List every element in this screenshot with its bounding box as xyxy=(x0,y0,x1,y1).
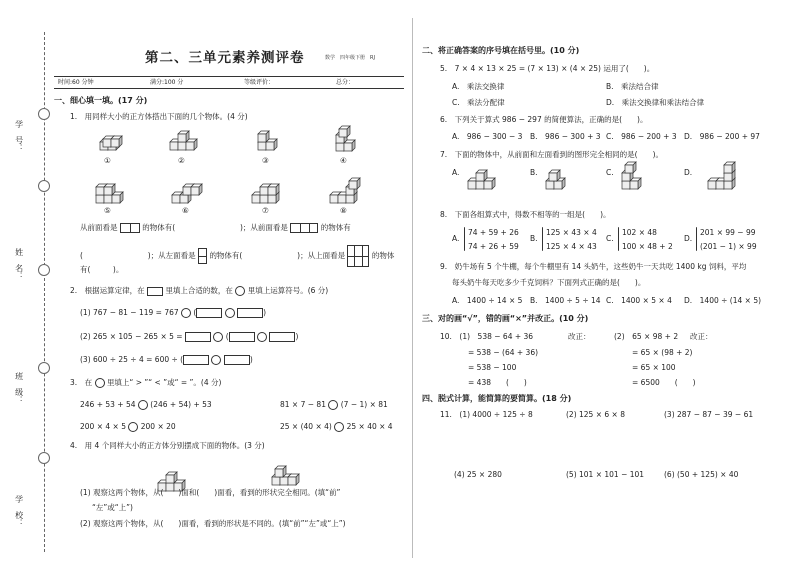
box-blank xyxy=(224,355,250,365)
q4-sub-1: (1) 观察这两个物体，从( )面和( )面看，看到的形状完全相同。(填“前” xyxy=(80,488,341,497)
circle-blank-icon xyxy=(95,378,105,388)
q7-figure-d xyxy=(708,162,735,189)
q10-2-correct-label: 改正： xyxy=(690,332,713,341)
q5-option-b: B. 乘法结合律 xyxy=(606,82,659,91)
circle-blank-icon xyxy=(334,422,344,432)
figure-label-7: ⑦ xyxy=(262,206,269,215)
figure-3 xyxy=(258,131,277,150)
q3-item-2: 81 × 7 − 81 (7 − 1) × 81 xyxy=(280,400,388,409)
figure-label-2: ② xyxy=(178,156,185,165)
q10-1-correct-label: 改正： xyxy=(568,332,591,341)
circle-blank-icon xyxy=(138,400,148,410)
box-blank xyxy=(185,332,211,342)
section-2-heading: 二、将正确答案的序号填在括号里。(10 分) xyxy=(422,46,580,55)
q6-option-c: C. 986 − 200 + 3 xyxy=(606,132,677,141)
figure-label-6: ⑥ xyxy=(182,206,189,215)
grade-label: 等级评价： xyxy=(244,79,275,86)
circle-blank-icon xyxy=(128,422,138,432)
circle-blank-icon xyxy=(328,400,338,410)
school-label: 学 校： xyxy=(14,495,24,527)
box-blank xyxy=(229,332,255,342)
box-blank xyxy=(196,308,222,318)
q1-line-2: ( )；从左面看是 的物体有( )；从上面看是 的物体 xyxy=(80,245,394,267)
q10-2-line-1: (2) 65 × 98 + 2 xyxy=(614,332,679,341)
q7-figure-a xyxy=(468,170,495,189)
q10-2-line-3: = 65 × 100 xyxy=(632,363,676,372)
question-6: 6. 下列关于算式 986 − 297 的简便算法，正确的是( )。 xyxy=(440,115,648,124)
q7-option-b: B. xyxy=(530,168,538,177)
q3-item-1: 246 + 53 + 54 (246 + 54) + 53 xyxy=(80,400,212,409)
box-blank xyxy=(237,308,263,318)
question-9: 9. 奶牛场有 5 个牛棚，每个牛棚里有 14 头奶牛，这些奶牛一天共吃 1400 kg 饲料，平均 xyxy=(440,262,747,271)
q11-5: (5) 101 × 101 − 101 xyxy=(566,470,645,479)
q11-6: (6) (50 + 125) × 40 xyxy=(664,470,739,479)
figure-6 xyxy=(172,184,202,203)
section-3-heading: 三、对的画“√”，错的画“×”并改正。(10 分) xyxy=(422,314,589,323)
q5-option-c: C. 乘法分配律 xyxy=(452,98,505,107)
q4-figure-2 xyxy=(272,466,299,485)
q8-c-bottom: 100 × 48 + 2 xyxy=(622,242,673,251)
question-9-cont: 每头奶牛每天吃多少千克饲料？下面列式正确的是( )。 xyxy=(452,278,646,287)
student-id-label: 学 号： xyxy=(14,120,24,152)
q5-option-a: A. 乘法交换律 xyxy=(452,82,505,91)
q9-option-b: B. 1400 ÷ 5 ÷ 14 xyxy=(530,296,601,305)
q7-option-c: C. xyxy=(606,168,614,177)
q11-2: (2) 125 × 6 × 8 xyxy=(566,410,625,419)
question-5: 5. 7 × 4 × 13 × 25 = (7 × 13) × (4 × 25) 运用了( )。 xyxy=(440,64,655,73)
q10-2-line-4: = 6500 ( ) xyxy=(632,378,696,387)
q8-option-b-letter: B. xyxy=(530,234,538,243)
subject-meta: 数学 四年级下册 RJ xyxy=(325,55,375,61)
q6-option-a: A. 986 − 300 − 3 xyxy=(452,132,523,141)
box-blank xyxy=(183,355,209,365)
figure-7 xyxy=(252,184,279,203)
figure-label-5: ⑤ xyxy=(104,206,111,215)
q1-line-3: 有( )。 xyxy=(80,265,124,274)
q6-option-b: B. 986 − 300 + 3 xyxy=(530,132,601,141)
brace xyxy=(618,227,619,251)
q7-option-a: A. xyxy=(452,168,460,177)
figure-2 xyxy=(170,131,197,150)
q8-option-a-letter: A. xyxy=(452,234,460,243)
figure-label-3: ③ xyxy=(262,156,269,165)
q10-1-line-2: = 538 − (64 + 36) xyxy=(468,348,539,357)
q1-line-1: 从前面看是 的物体有( )；从前面看是 的物体有 xyxy=(80,223,351,232)
circle-blank-icon xyxy=(181,308,191,318)
q8-b-bottom: 125 × 4 × 43 xyxy=(546,242,597,251)
q8-a-bottom: 74 + 26 + 59 xyxy=(468,242,519,251)
circle-blank-icon xyxy=(235,286,245,296)
q8-d-top: 201 × 99 − 99 xyxy=(700,228,756,237)
time-label: 时间:60 分钟 xyxy=(58,79,94,86)
q10-1-line-1: 10. (1) 538 − 64 + 36 xyxy=(440,332,534,341)
question-1: 1. 用同样大小的正方体搭出下面的几个物体。(4 分) xyxy=(70,112,248,121)
total-label: 总分： xyxy=(336,79,355,86)
q7-figure-c xyxy=(622,162,641,189)
q6-option-d: D. 986 − 200 + 97 xyxy=(684,132,760,141)
figure-1 xyxy=(100,136,122,150)
q9-option-a: A. 1400 ÷ 14 × 5 xyxy=(452,296,523,305)
figure-label-8: ⑧ xyxy=(340,206,347,215)
figure-4 xyxy=(336,126,355,151)
class-label: 班 级： xyxy=(14,372,24,404)
question-3: 3. 在 里填上“ > ”“ < ”或“ = ”。(4 分) xyxy=(70,378,222,387)
q8-d-bottom: (201 − 1) × 99 xyxy=(700,242,757,251)
question-2: 2. 根据运算定律，在 里填上合适的数，在 里填上运算符号。(6 分) xyxy=(70,286,329,295)
q3-item-3: 200 × 4 × 5 200 × 20 xyxy=(80,422,176,431)
q11-3: (3) 287 − 87 − 39 − 61 xyxy=(664,410,754,419)
q8-option-d-letter: D. xyxy=(684,234,693,243)
page-title: 第二、三单元素养测评卷 xyxy=(145,50,305,66)
q8-a-top: 74 + 59 + 26 xyxy=(468,228,519,237)
q9-option-d: D. 1400 ÷ (14 × 5) xyxy=(684,296,762,305)
q4-sub-2: (2) 观察这两个物体，从( )面看，看到的形状是不同的。(填“前”“左”或“上”) xyxy=(80,519,346,528)
circle-blank-icon xyxy=(225,308,235,318)
question-4: 4. 用 4 个同样大小的正方体分别摆成下面的物体。(3 分) xyxy=(70,441,265,450)
q10-1-line-4: = 438 ( ) xyxy=(468,378,527,387)
q7-figure-b xyxy=(546,170,565,189)
brace xyxy=(542,227,543,251)
q4-sub-1-cont: “左”或“上”) xyxy=(92,503,133,512)
section-1-heading: 一、细心填一填。(17 分) xyxy=(54,96,148,105)
q5-option-d: D. 乘法交换律和乘法结合律 xyxy=(606,98,705,107)
q11-4: (4) 25 × 280 xyxy=(454,470,502,479)
figure-5 xyxy=(96,184,123,203)
square-blank-icon xyxy=(147,287,163,296)
question-8: 8. 下面各组算式中，得数不相等的一组是( )。 xyxy=(440,210,611,219)
q10-1-line-3: = 538 − 100 xyxy=(468,363,517,372)
section-4-heading: 四、脱式计算，能简算的要简算。(18 分) xyxy=(422,394,572,403)
q9-option-c: C. 1400 × 5 × 4 xyxy=(606,296,672,305)
figure-label-4: ④ xyxy=(340,156,347,165)
q3-item-4: 25 × (40 × 4) 25 × 40 × 4 xyxy=(280,422,393,431)
q8-option-c-letter: C. xyxy=(606,234,614,243)
figure-label-1: ① xyxy=(104,156,111,165)
q8-b-top: 125 × 43 × 4 xyxy=(546,228,597,237)
q2-item-3: (3) 600 ÷ 25 ÷ 4 = 600 ÷ ( ) xyxy=(80,355,253,364)
q2-item-1: (1) 767 − 81 − 119 = 767 ( ) xyxy=(80,308,267,317)
question-7: 7. 下面的物体中，从前面和左面看到的图形完全相同的是( )。 xyxy=(440,150,664,159)
score-label: 满分:100 分 xyxy=(150,79,184,86)
q8-c-top: 102 × 48 xyxy=(622,228,657,237)
student-name-label: 姓 名： xyxy=(14,248,24,280)
circle-blank-icon xyxy=(211,355,221,365)
brace xyxy=(464,227,465,251)
q7-option-d: D. xyxy=(684,168,693,177)
figure-8 xyxy=(330,178,360,203)
box-blank xyxy=(269,332,295,342)
q10-2-line-2: = 65 × (98 + 2) xyxy=(632,348,693,357)
q11-1: 11. (1) 4000 ÷ 125 ÷ 8 xyxy=(440,410,533,419)
circle-blank-icon xyxy=(257,332,267,342)
brace xyxy=(696,227,697,251)
circle-blank-icon xyxy=(213,332,223,342)
q2-item-2: (2) 265 × 105 − 265 × 5 = ( ) xyxy=(80,332,299,341)
